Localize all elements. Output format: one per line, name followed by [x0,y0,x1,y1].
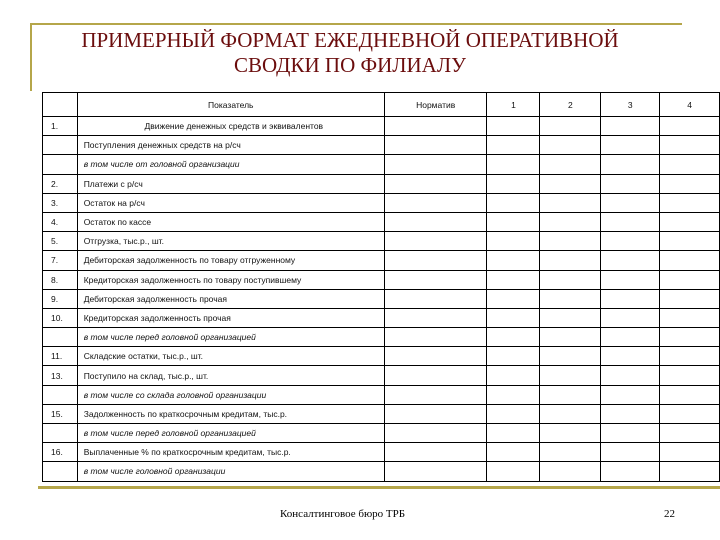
row-number: 2. [43,174,78,193]
row-number [43,424,78,443]
norm-cell [384,328,487,347]
table-row [43,424,720,443]
value-cell-1 [487,462,540,481]
value-cell-4 [660,308,720,327]
title-line-2: СВОДКИ ПО ФИЛИАЛУ [234,53,466,77]
value-cell-4 [660,443,720,462]
value-cell-3 [601,347,660,366]
header-norm: Норматив [384,93,487,117]
table-row [43,404,720,423]
row-label: Дебиторская задолженность прочая [77,289,384,308]
norm-cell [384,193,487,212]
footer-text: Консалтинговое бюро ТРБ [280,508,406,520]
row-number: 4. [43,212,78,231]
value-cell-1 [487,424,540,443]
norm-cell [384,289,487,308]
value-cell-4 [660,117,720,136]
value-cell-1 [487,174,540,193]
value-cell-2 [540,136,601,155]
value-cell-2 [540,328,601,347]
row-label: Складские остатки, тыс.р., шт. [77,347,384,366]
table-row [43,443,720,462]
value-cell-4 [660,174,720,193]
row-label: Поступило на склад, тыс.р., шт. [77,366,384,385]
value-cell-4 [660,136,720,155]
row-number: 10. [43,308,78,327]
value-cell-2 [540,308,601,327]
norm-cell [384,117,487,136]
row-label: Движение денежных средств и эквивалентов [77,117,384,136]
row-label: в том числе головной организации [77,462,384,481]
value-cell-2 [540,404,601,423]
row-label: Остаток на р/сч [77,193,384,212]
table-row [43,232,720,251]
value-cell-4 [660,155,720,174]
value-cell-2 [540,174,601,193]
value-cell-3 [601,155,660,174]
page-title [40,28,660,78]
table-row [43,308,720,327]
value-cell-3 [601,251,660,270]
row-number: 11. [43,347,78,366]
norm-cell [384,251,487,270]
row-label: Дебиторская задолженность по товару отгруженному [77,251,384,270]
value-cell-1 [487,270,540,289]
norm-cell [384,385,487,404]
value-cell-1 [487,328,540,347]
table-row [43,193,720,212]
value-cell-1 [487,366,540,385]
row-label: в том числе перед головной организацией [77,328,384,347]
row-label: Кредиторская задолженность прочая [77,308,384,327]
value-cell-4 [660,289,720,308]
norm-cell [384,462,487,481]
row-label: Поступления денежных средств на р/сч [77,136,384,155]
value-cell-1 [487,404,540,423]
value-cell-3 [601,232,660,251]
report-table [42,92,720,482]
value-cell-1 [487,443,540,462]
value-cell-1 [487,117,540,136]
value-cell-3 [601,328,660,347]
norm-cell [384,212,487,231]
table-row [43,212,720,231]
row-label: Платежи с р/сч [77,174,384,193]
value-cell-3 [601,289,660,308]
row-label: Отгрузка, тыс.р., шт. [77,232,384,251]
value-cell-2 [540,366,601,385]
row-number: 7. [43,251,78,270]
row-number: 9. [43,289,78,308]
value-cell-2 [540,347,601,366]
row-number: 13. [43,366,78,385]
value-cell-3 [601,270,660,289]
row-number [43,328,78,347]
row-number: 5. [43,232,78,251]
page-number: 22 [664,508,675,520]
value-cell-3 [601,385,660,404]
header-num [43,93,78,117]
value-cell-2 [540,155,601,174]
norm-cell [384,270,487,289]
header-col-2: 2 [540,93,601,117]
value-cell-4 [660,251,720,270]
value-cell-1 [487,212,540,231]
header-col-3: 3 [601,93,660,117]
value-cell-2 [540,232,601,251]
value-cell-1 [487,155,540,174]
value-cell-2 [540,443,601,462]
norm-cell [384,424,487,443]
row-number: 16. [43,443,78,462]
row-label: Кредиторская задолженность по товару поступившему [77,270,384,289]
table-row [43,366,720,385]
value-cell-1 [487,385,540,404]
value-cell-1 [487,232,540,251]
value-cell-1 [487,289,540,308]
table-row [43,174,720,193]
value-cell-2 [540,424,601,443]
value-cell-2 [540,385,601,404]
row-number: 3. [43,193,78,212]
row-label: Задолженность по краткосрочным кредитам, тыс.р. [77,404,384,423]
header-col-4: 4 [660,93,720,117]
value-cell-2 [540,212,601,231]
value-cell-4 [660,270,720,289]
row-number: 1. [43,117,78,136]
value-cell-1 [487,308,540,327]
value-cell-3 [601,136,660,155]
value-cell-4 [660,385,720,404]
row-number [43,155,78,174]
row-number: 15. [43,404,78,423]
value-cell-3 [601,117,660,136]
value-cell-3 [601,404,660,423]
value-cell-4 [660,232,720,251]
value-cell-3 [601,462,660,481]
value-cell-4 [660,462,720,481]
value-cell-3 [601,366,660,385]
norm-cell [384,443,487,462]
value-cell-1 [487,347,540,366]
table-row [43,385,720,404]
row-number [43,385,78,404]
value-cell-1 [487,193,540,212]
value-cell-3 [601,212,660,231]
value-cell-4 [660,193,720,212]
row-number: 8. [43,270,78,289]
value-cell-4 [660,404,720,423]
header-indicator: Показатель [77,93,384,117]
header-col-1: 1 [487,93,540,117]
value-cell-4 [660,424,720,443]
norm-cell [384,308,487,327]
top-rule [30,23,682,25]
value-cell-2 [540,270,601,289]
table-row [43,251,720,270]
norm-cell [384,155,487,174]
value-cell-1 [487,251,540,270]
row-label: в том числе перед головной организацией [77,424,384,443]
row-label: в том числе от головной организации [77,155,384,174]
value-cell-4 [660,366,720,385]
value-cell-3 [601,443,660,462]
title-line-1: ПРИМЕРНЫЙ ФОРМАТ ЕЖЕДНЕВНОЙ ОПЕРАТИВНОЙ [81,28,619,52]
norm-cell [384,136,487,155]
row-number [43,462,78,481]
norm-cell [384,174,487,193]
norm-cell [384,366,487,385]
table-row [43,462,720,481]
value-cell-3 [601,193,660,212]
table-row [43,347,720,366]
row-label: Выплаченные % по краткосрочным кредитам, тыс.р. [77,443,384,462]
value-cell-2 [540,251,601,270]
norm-cell [384,404,487,423]
table-row [43,270,720,289]
value-cell-2 [540,193,601,212]
left-rule [30,23,32,91]
table-row [43,328,720,347]
value-cell-3 [601,308,660,327]
table-row [43,155,720,174]
bottom-rule [38,486,720,489]
row-label: в том числе со склада головной организации [77,385,384,404]
norm-cell [384,232,487,251]
row-number [43,136,78,155]
row-label: Остаток по кассе [77,212,384,231]
value-cell-2 [540,462,601,481]
value-cell-4 [660,212,720,231]
value-cell-3 [601,424,660,443]
value-cell-3 [601,174,660,193]
table-row [43,136,720,155]
table-header-row [43,93,720,117]
norm-cell [384,347,487,366]
value-cell-4 [660,328,720,347]
table-row [43,117,720,136]
value-cell-2 [540,289,601,308]
table-row [43,289,720,308]
value-cell-4 [660,347,720,366]
value-cell-2 [540,117,601,136]
value-cell-1 [487,136,540,155]
